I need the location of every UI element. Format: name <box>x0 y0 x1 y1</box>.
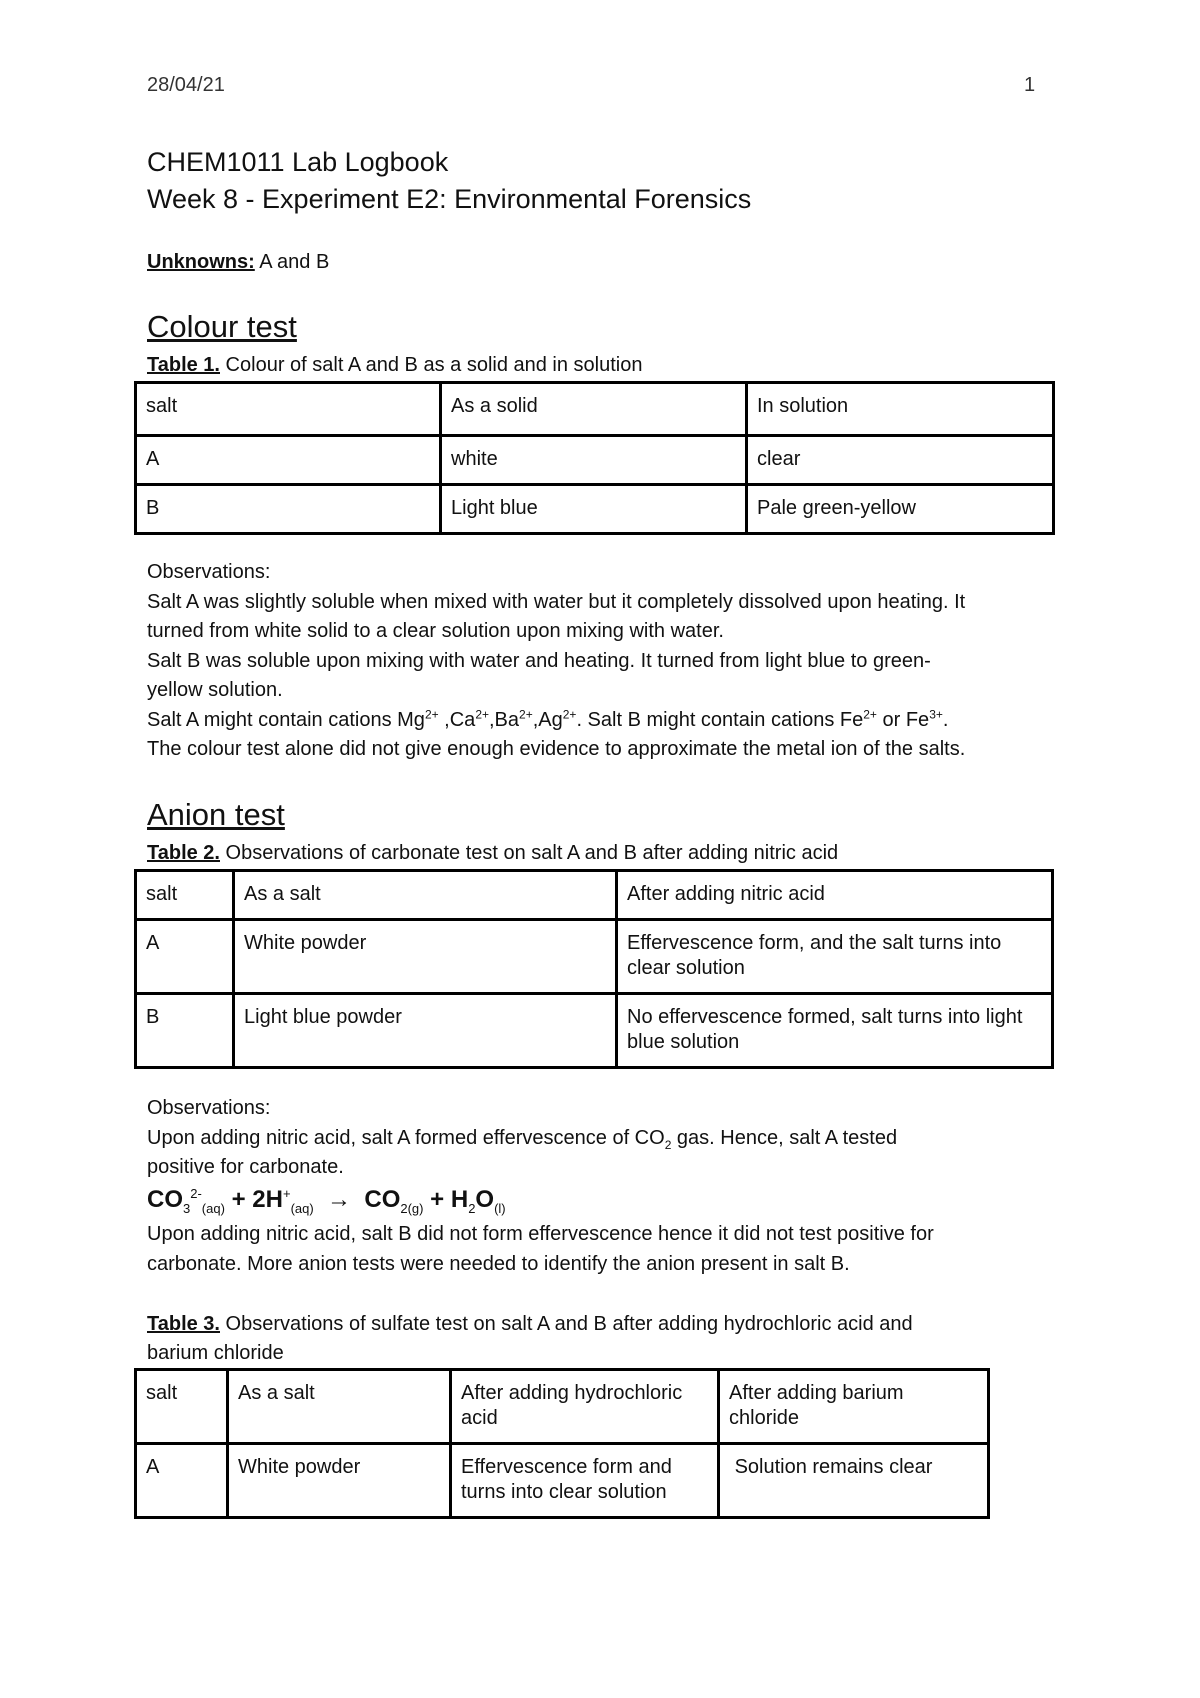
equation-term: CO <box>147 1186 183 1213</box>
superscript: 3+ <box>929 706 943 721</box>
equation-term: CO <box>364 1186 401 1213</box>
state-symbol: (aq) <box>201 1200 225 1216</box>
observation-line: The colour test alone did not give enough evidence to approximate the metal ion of the salts. <box>147 738 966 760</box>
co2-line <box>147 1124 897 1154</box>
table-cell: B <box>136 994 234 1068</box>
equation-term: H <box>450 1186 469 1213</box>
table-cell: A <box>136 436 441 485</box>
text-segment: Salt A might contain cations Mg <box>147 708 425 731</box>
unknowns-line <box>147 251 329 274</box>
chemical-equation <box>147 1186 506 1214</box>
table-cell: No effervescence formed, salt turns into light blue solution <box>617 994 1053 1068</box>
table-header-cell: As a salt <box>228 1370 451 1444</box>
table-header-row <box>136 383 1054 436</box>
text-segment: gas. Hence, salt A tested <box>671 1126 898 1149</box>
table-header-cell: As a solid <box>441 383 747 436</box>
text-segment: . Salt B might contain cations Fe <box>576 708 864 731</box>
table-row <box>136 436 1054 485</box>
table-cell: white <box>441 436 747 485</box>
table2-caption <box>147 839 838 868</box>
observation-line: Salt A was slightly soluble when mixed with water but it completely dissolved upon heating. It <box>147 590 966 613</box>
arrow-icon: → <box>313 1186 365 1213</box>
document-subtitle: Week 8 - Experiment E2: Environmental Forensics <box>147 184 752 214</box>
table1-caption-text: Colour of salt A and B as a solid and in solution <box>220 354 643 376</box>
header-date: 28/04/21 <box>147 74 225 96</box>
superscript: 2+ <box>863 706 877 721</box>
superscript: 2- <box>190 1186 202 1201</box>
carbonate-test-table <box>134 869 1054 1069</box>
superscript: 2+ <box>562 706 577 721</box>
colour-test-table <box>134 381 1055 535</box>
table3-caption-label: Table 3. <box>147 1313 220 1335</box>
table-header-cell: After adding nitric acid <box>617 871 1053 920</box>
page-number: 1 <box>1024 74 1036 96</box>
observation-line: turned from white solid to a clear solution upon mixing with water. <box>147 620 724 642</box>
table2-caption-text: Observations of carbonate test on salt A and B after adding nitric acid <box>220 842 839 864</box>
table-row <box>136 994 1053 1068</box>
table-header-cell: salt <box>136 871 234 920</box>
table-cell: A <box>136 920 234 994</box>
table-header-cell: salt <box>136 1370 228 1444</box>
table-header-cell: After adding hydrochloric acid <box>451 1370 719 1444</box>
table-cell: White powder <box>228 1444 451 1518</box>
table2-caption-label: Table 2. <box>147 842 220 864</box>
table-cell: B <box>136 485 441 534</box>
subscript: 2 <box>664 1137 672 1152</box>
colour-observations <box>147 558 965 765</box>
table-header-cell: As a salt <box>234 871 617 920</box>
text-segment: ,Ag <box>532 708 563 731</box>
superscript: 2+ <box>519 706 533 721</box>
equation-plus: + <box>224 1186 253 1213</box>
table-cell: clear <box>747 436 1054 485</box>
sulfate-test-table <box>134 1368 990 1519</box>
table-cell: A <box>136 1444 228 1518</box>
subscript: 3 <box>183 1200 191 1216</box>
observations-label: Observations: <box>147 561 271 583</box>
equation-term: 2H <box>252 1186 283 1213</box>
subscript: 2 <box>468 1200 476 1216</box>
anion-test-heading: Anion test <box>147 797 285 832</box>
table-cell: Pale green-yellow <box>747 485 1054 534</box>
table-cell: Effervescence form, and the salt turns into clear solution <box>617 920 1053 994</box>
equation-term: O <box>475 1186 495 1213</box>
superscript: 2+ <box>424 706 439 721</box>
table3-caption-line2: barium chloride <box>147 1342 284 1364</box>
superscript: + <box>282 1186 291 1201</box>
table-cell: Effervescence form and turns into clear solution <box>451 1444 719 1518</box>
state-symbol: (l) <box>494 1200 506 1216</box>
text-segment: ,Ba <box>489 708 520 731</box>
equation-plus: + <box>423 1186 451 1213</box>
superscript: 2+ <box>475 706 489 721</box>
text-segment: or Fe <box>876 708 930 731</box>
table1-caption-label: Table 1. <box>147 354 220 376</box>
table-header-cell: After adding barium chloride <box>719 1370 989 1444</box>
observation-line: yellow solution. <box>147 679 283 701</box>
observation-line: Salt B was soluble upon mixing with water and heating. It turned from light blue to green- <box>147 649 931 672</box>
text-segment: Upon adding nitric acid, salt A formed effervescence of CO <box>147 1126 665 1149</box>
unknowns-label: Unknowns: <box>147 251 255 273</box>
table-header-row <box>136 871 1053 920</box>
text-segment: ,Ca <box>438 708 476 731</box>
observation-line: Upon adding nitric acid, salt B did not form effervescence hence it did not test positive for <box>147 1223 934 1245</box>
document-title: CHEM1011 Lab Logbook <box>147 147 449 177</box>
table1-caption <box>147 351 643 380</box>
text-segment: . <box>942 708 949 731</box>
observation-line: positive for carbonate. <box>147 1156 344 1178</box>
table-row <box>136 1444 989 1518</box>
anion-observations <box>147 1094 897 1183</box>
unknowns-value: A and B <box>254 251 330 273</box>
table3-caption-text: Observations of sulfate test on salt A and B after adding hydrochloric acid and <box>220 1313 913 1335</box>
table-cell: Light blue <box>441 485 747 534</box>
table-header-cell: In solution <box>747 383 1054 436</box>
colour-test-heading: Colour test <box>147 309 297 344</box>
table-cell: Light blue powder <box>234 994 617 1068</box>
table3-caption <box>147 1310 913 1368</box>
subscript: 2(g) <box>400 1200 424 1216</box>
table-row <box>136 485 1054 534</box>
cation-line <box>147 706 965 736</box>
observations-label: Observations: <box>147 1097 271 1119</box>
table-header-row <box>136 1370 989 1444</box>
state-symbol: (aq) <box>290 1200 314 1216</box>
salt-b-observations <box>147 1220 934 1279</box>
table-header-cell: salt <box>136 383 441 436</box>
table-cell: Solution remains clear <box>719 1444 989 1518</box>
table-row <box>136 920 1053 994</box>
observation-line: carbonate. More anion tests were needed to identify the anion present in salt B. <box>147 1252 850 1275</box>
table-cell: White powder <box>234 920 617 994</box>
